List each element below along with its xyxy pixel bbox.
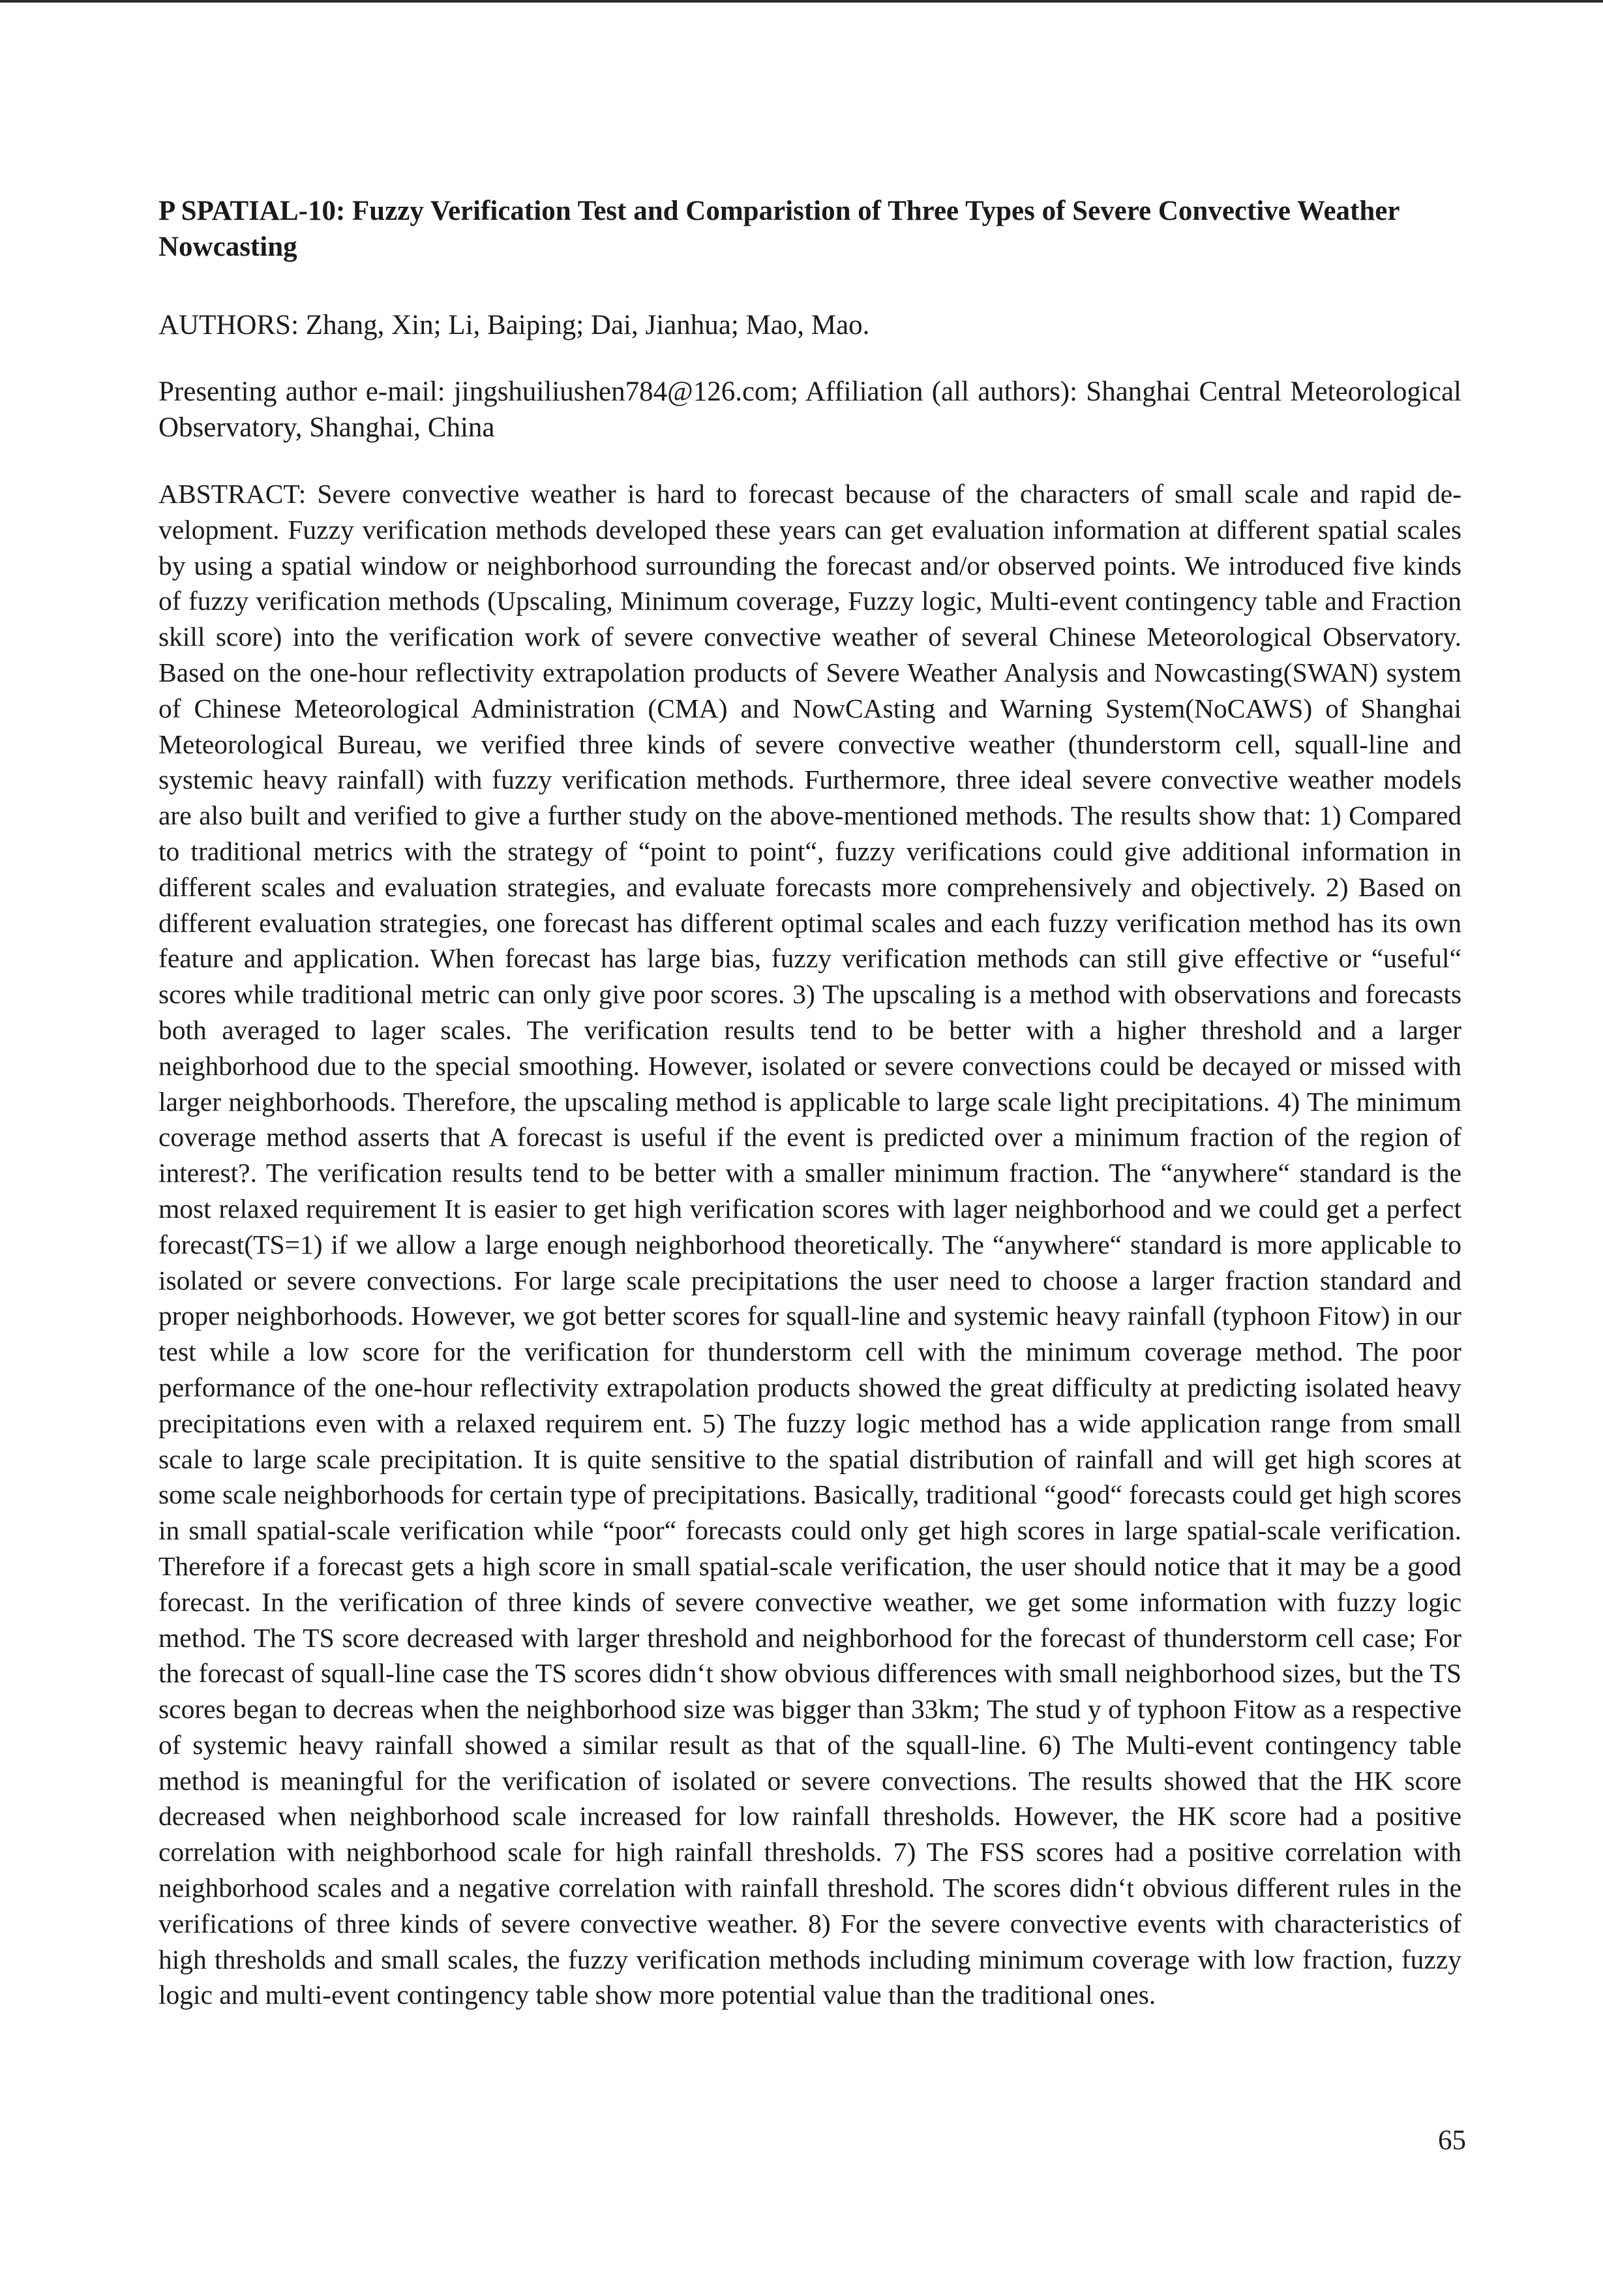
paper-authors: AUTHORS: Zhang, Xin; Li, Baiping; Dai, Jianhua; Mao, Mao. xyxy=(158,310,870,340)
page-number: 65 xyxy=(1438,2125,1466,2156)
paper-title: P SPATIAL-10: Fuzzy Verification Test and Comparistion of Three Types of Severe Convective Weather Nowcasting xyxy=(158,196,1400,262)
paper-abstract: ABSTRACT: Severe convective weather is hard to forecast because of the characters of small scale and rapid development. Fuzzy verification methods developed these years can get evaluation information at different spatial scales by using a spatial window or neighborhood surrounding the forecast and/or observed points. We introduced five kinds of fuzzy verification methods (Upscaling, Minimum coverage, Fuzzy logic, Multi-event contingency table and Fraction skill score) into the verification work of severe convective weather of several Chinese Meteorological Observatory. Based on the one-hour reflectivity extrapolation products of Severe Weather Analysis and Nowcasting(SWAN) system of Chinese Meteorological Administration (CMA) and NowCAsting and Warning System(NoCAWS) of Shanghai Meteorological Bureau, we verified three kinds of severe convective weather (thunderstorm cell, squall-line and systemic heavy rainfall) with fuzzy verification methods. Furthermore, three ideal severe convective weather models are also built and verified to give a further study on the above-mentioned methods. The results show that: 1) Compared to traditional metrics with the strategy of “point to point“, fuzzy verifications could give additional information in different scales and evaluation strategies, and evaluate forecasts more comprehensively and objectively. 2) Based on different evaluation strategies, one forecast has different optimal scales and each fuzzy verification method has its own feature and application. When forecast has large bias, fuzzy verification methods can still give effective or “useful“ scores while traditional metric can only give poor scores. 3) The upscaling is a method with observations and forecasts both averaged to lager scales. The verification results tend to be better with a higher threshold and a larger neighborhood due to the special smoothing. However, isolated or severe convections could be decayed or missed with larger neighborhoods. Therefore, the upscaling method is applicable to large scale light precipitations. 4) The minimum coverage method asserts that A forecast is useful if the event is predicted over a minimum fraction of the region of interest?. The verification results tend to be better with a smaller minimum fraction. The “anywhere“ standard is the most relaxed requirement It is easier to get high verification scores with lager neighborhood and we could get a perfect forecast(TS=1) if we allow a large enough neighborhood theoretically. The “anywhere“ standard is more applicable to isolated or severe convections. For large scale precipitations the user need to choose a larger fraction standard and proper neighborhoods. However, we got better scores for squall-line and systemic heavy rainfall (typhoon Fitow) in our test while a low score for the verification for thunderstorm cell with the minimum coverage method. The poor performance of the one-hour reflectivity extrapolation products showed the great difficulty at predicting isolated heavy precipitations even with a relaxed requirem ent. 5) The fuzzy logic method has a wide application range from small scale to large scale precipitation. It is quite sensitive to the spatial distribution of rainfall and will get high scores at some scale neighborhoods for certain type of precipitations. Basically, traditional “good“ forecasts could get high scores in small spatial-scale verification while “poor“ forecasts could only get high scores in large spatial-scale verification. Therefore if a forecast gets a high score in small spatial-scale verification, the user should notice that it may be a good forecast. In the verification of three kinds of severe convective weather, we get some information with fuzzy logic method. The TS score decreased with larger threshold and neighborhood for the forecast of thunderstorm cell case; For the forecast of squall-line case the TS scores didn‘t show obvious differences with small neighborhood sizes, but the TS scores began to decreas when the neighborhood size was bigger than 33km; The stud y of typhoon Fitow as a respective of systemic heavy rainfall showed a similar result as that of the squall-line. 6) The Multi-event contingency table method is meaningful for the verification of isolated or severe convections. The results showed that the HK score decreased when neighborhood scale increased for low rainfall thresholds. However, the HK score had a positive correlation with neighborhood scale for high rainfall thresholds. 7) The FSS scores had a positive correlation with neighborhood scales and a negative correlation with rainfall threshold. The scores didn‘t obvious different rules in the verifications of three kinds of severe convective weather. 8) For the severe convective events with characteristics of high thresholds and small scales, the fuzzy verification methods including minimum coverage with low fraction, fuzzy logic and multi-event contingency table show more potential value than the traditional ones. xyxy=(158,479,1461,2010)
page-top-border xyxy=(0,0,1603,3)
paper-page xyxy=(158,193,1461,2013)
author-affiliation: Presenting author e-mail: jingshuiliushen784@126.com; Affiliation (all authors): Shanghai Central Meteorological Observatory, Shanghai, China xyxy=(158,376,1461,443)
